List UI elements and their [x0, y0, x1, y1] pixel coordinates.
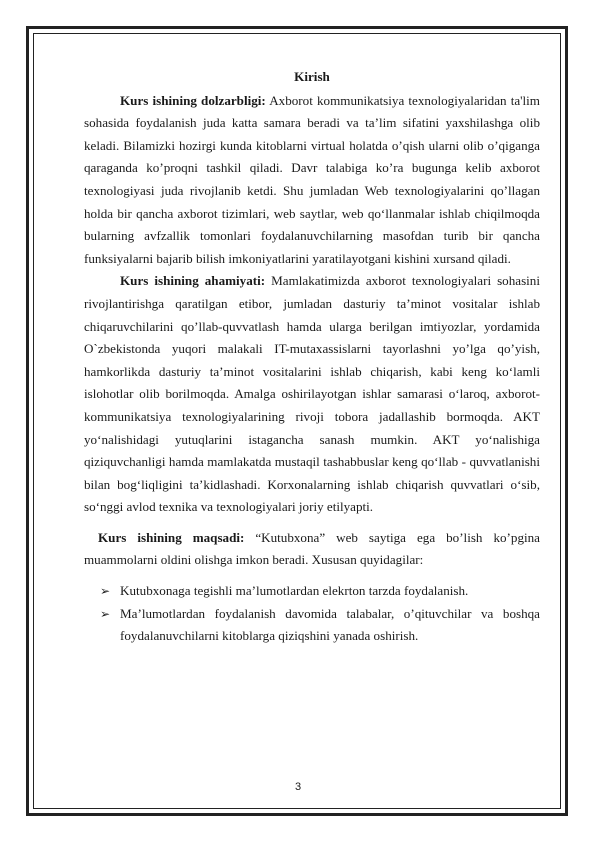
list-item-text: Ma’lumotlardan foydalanish davomida talabalar, o’qituvchilar va boshqa foydalanuvchilarni kitoblarga qiziqshini yanada oshirish.: [120, 605, 540, 644]
heading-ahamiyati: Kurs ishining ahamiyati:: [120, 273, 266, 289]
heading-dolzarbligi: Kurs ishining dolzarbligi:: [120, 92, 266, 108]
goals-list: [84, 580, 540, 648]
heading-maqsadi: Kurs ishining maqsadi:: [98, 529, 245, 545]
paragraph-maqsadi: [84, 527, 540, 572]
page-number: 3: [294, 781, 302, 793]
list-item: [84, 603, 540, 648]
arrow-bullet-icon: ➢: [100, 584, 111, 599]
text-ahamiyati: Mamlakatimizda axborot texnologiyalari sohasini rivojlantirishga qaratilgan etibor, jumladan dasturiy ta’minot vositalar ishlab chiqaruvchilarini qo’llab-quvvatlash hamda ularga berilgan imtiyozlar, yordamida O`zbekistonda yuqori malakali IT-mutaxassislarni tayorlashni yo’lga qo’yish, hamkorlikda dasturiy ta’minot vositalarini ishlab chiqarish, kabi keng ko‘lamli islohotlar olib borilmoqda. Amalga oshirilayotgan ishlar samarasi o‘laroq, axborot-kommunikatsiya texnologiyalarining rivoji tobora jadallashib bormoqda. AKT yo‘nalishidagi yutuqlarini istagancha sanash mumkin. AKT yo‘nalishiga qiziquvchanligi hamda mamlakatda mustaqil tashabbuslar keng qo‘llab - quvvatlanishi bilan bog‘liqligini ta’kidlashadi. Korxonalarning ishlab chiqarish quvvatlari o‘sib, so‘nggi avlod texnika va texnologiyalari joriy etilyapti.: [84, 273, 540, 515]
text-maqsadi: “Kutubxona” web saytiga ega bo’lish ko’pgina muammolarni oldini olishga imkon beradi. Xususan quyidagilar:: [84, 529, 540, 568]
document-body: [84, 66, 540, 648]
document-title: Kirish: [294, 69, 330, 84]
list-item: [84, 580, 540, 603]
paragraph-ahamiyati: [84, 270, 540, 519]
arrow-bullet-icon: ➢: [100, 606, 111, 621]
text-dolzarbligi: Axborot kommunikatsiya texnologiyalaridan ta'lim sohasida foydalanish juda katta samara beradi va ta’lim sifatini yaxshilashga olib keladi. Bilamizki hozirgi kunda kitoblarni virtual holatda o’qish ularni olib o’qiganga qaraganda ko’proqni tashkil qiladi. Davr talabiga ko’ra bugunga kelib axborot texnologiyasi juda rivojlanib ketdi. Shu jumladan Web texnologiyalarini qo’llagan holda bir qancha axborot tizimlari, web saytlar, web qo‘llanmalar ishlab chiqilmoqda bularning avfzallik tomonlari foydalanuvchilarning masofdan turib bir qancha funksiyalarni bajarib bilish imkoniyatlarini yaratilayotgani kishini xursand qiladi.: [84, 92, 540, 266]
paragraph-dolzarbligi: [84, 90, 540, 271]
list-item-text: Kutubxonaga tegishli ma’lumotlardan elekrton tarzda foydalanish.: [120, 583, 469, 599]
